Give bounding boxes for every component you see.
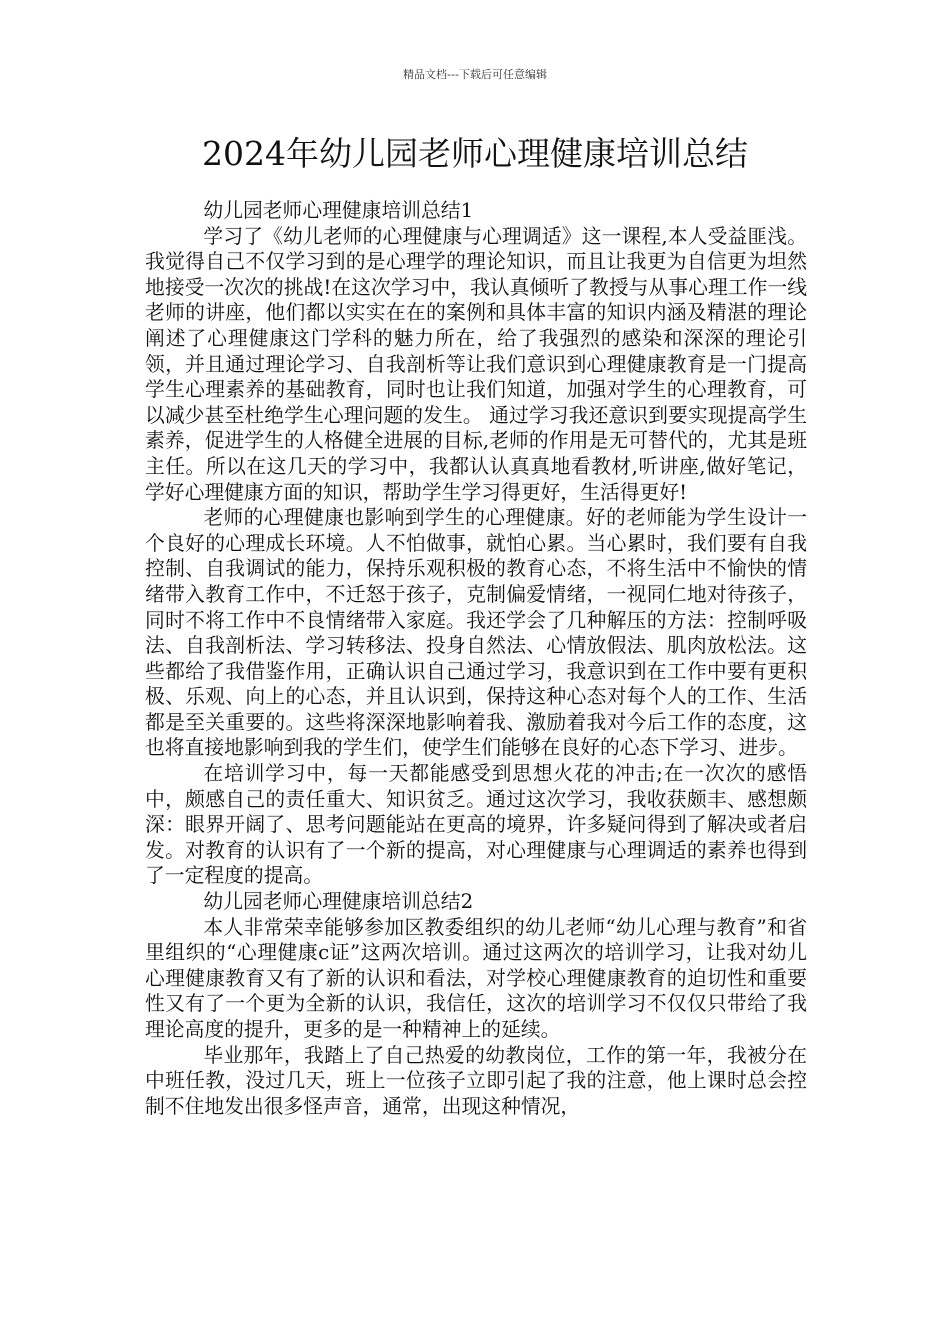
- header-note: 精品文档---下载后可任意编辑: [403, 68, 547, 81]
- paragraph: 老师的心理健康也影响到学生的心理健康。好的老师能为学生设计一个良好的心理成长环境。人不怕做事，就怕心累。当心累时，我们要有自我控制、自我调试的能力，保持乐观积极的教育心态，不将生活中不愉快的情绪带入教育工作中，不迁怒于孩子，克制偏爱情绪，一视同仁地对待孩子，同时不将工作中不良情绪带入家庭。我还学会了几种解压的方法：控制呼吸法、自我剖析法、学习转移法、投身自然法、心情放假法、肌肉放松法。这些都给了我借鉴作用，正确认识自己通过学习，我意识到在工作中要有更积极、乐观、向上的心态，并且认识到，保持这种心态对每个人的工作、生活都是至关重要的。这些将深深地影响着我、激励着我对今后工作的态度，这也将直接地影响到我的学生们，使学生们能够在良好的心态下学习、进步。: [145, 506, 807, 760]
- section-heading-2: 幼儿园老师心理健康培训总结2: [203, 890, 474, 914]
- document-title: 2024年幼儿园老师心理健康培训总结: [202, 134, 748, 173]
- section-heading-1: 幼儿园老师心理健康培训总结1: [203, 199, 474, 222]
- paragraph: 毕业那年，我踏上了自己热爱的幼教岗位，工作的第一年，我被分在中班任教，没过几天，班上一位孩子立即引起了我的注意，他上课时总会控制不住地发出很多怪声音，通常，出现这种情况，: [145, 1043, 807, 1118]
- paragraph: 学习了《幼儿老师的心理健康与心理调适》这一课程,本人受益匪浅。我觉得自己不仅学习到的是心理学的理论知识，而且让我更为自信更为坦然地接受一次次的挑战!在这次学习中，我认真倾听了教授与从事心理工作一线老师的讲座，他们都以实实在在的案例和具体丰富的知识内涵及精湛的理论阐述了心理健康这门学科的魅力所在，给了我强烈的感染和深深的理论引领，并且通过理论学习、自我剖析等让我们意识到心理健康教育是一门提高学生心理素养的基础教育，同时也让我们知道，加强对学生的心理教育，可以减少甚至杜绝学生心理问题的发生。 通过学习我还意识到要实现提高学生素养，促进学生的人格健全进展的目标,老师的作用是无可替代的，尤其是班主任。所以在这几天的学习中，我都认认真真地看教材,听讲座,做好笔记，学好心理健康方面的知识，帮助学生学习得更好，生活得更好!: [145, 224, 807, 504]
- paragraph: 在培训学习中，每一天都能感受到思想火花的冲击;在一次次的感悟中，颇感自己的责任重大、知识贫乏。通过这次学习，我收获颇丰、感想颇深：眼界开阔了、思考问题能站在更高的境界，许多疑问得到了解决或者启发。对教育的认识有了一个新的提高，对心理健康与心理调适的素养也得到了一定程度的提高。: [145, 762, 807, 888]
- document-body: [145, 198, 807, 1119]
- paragraph: 本人非常荣幸能够参加区教委组织的幼儿老师“幼儿心理与教育”和省里组织的“心理健康c证”这两次培训。通过这两次的培训学习，让我对幼儿心理健康教育又有了新的认识和看法，对学校心理健康教育的迫切性和重要性又有了一个更为全新的认识，我信任，这次的培训学习不仅仅只带给了我理论高度的提升，更多的是一种精神上的延续。: [145, 915, 807, 1041]
